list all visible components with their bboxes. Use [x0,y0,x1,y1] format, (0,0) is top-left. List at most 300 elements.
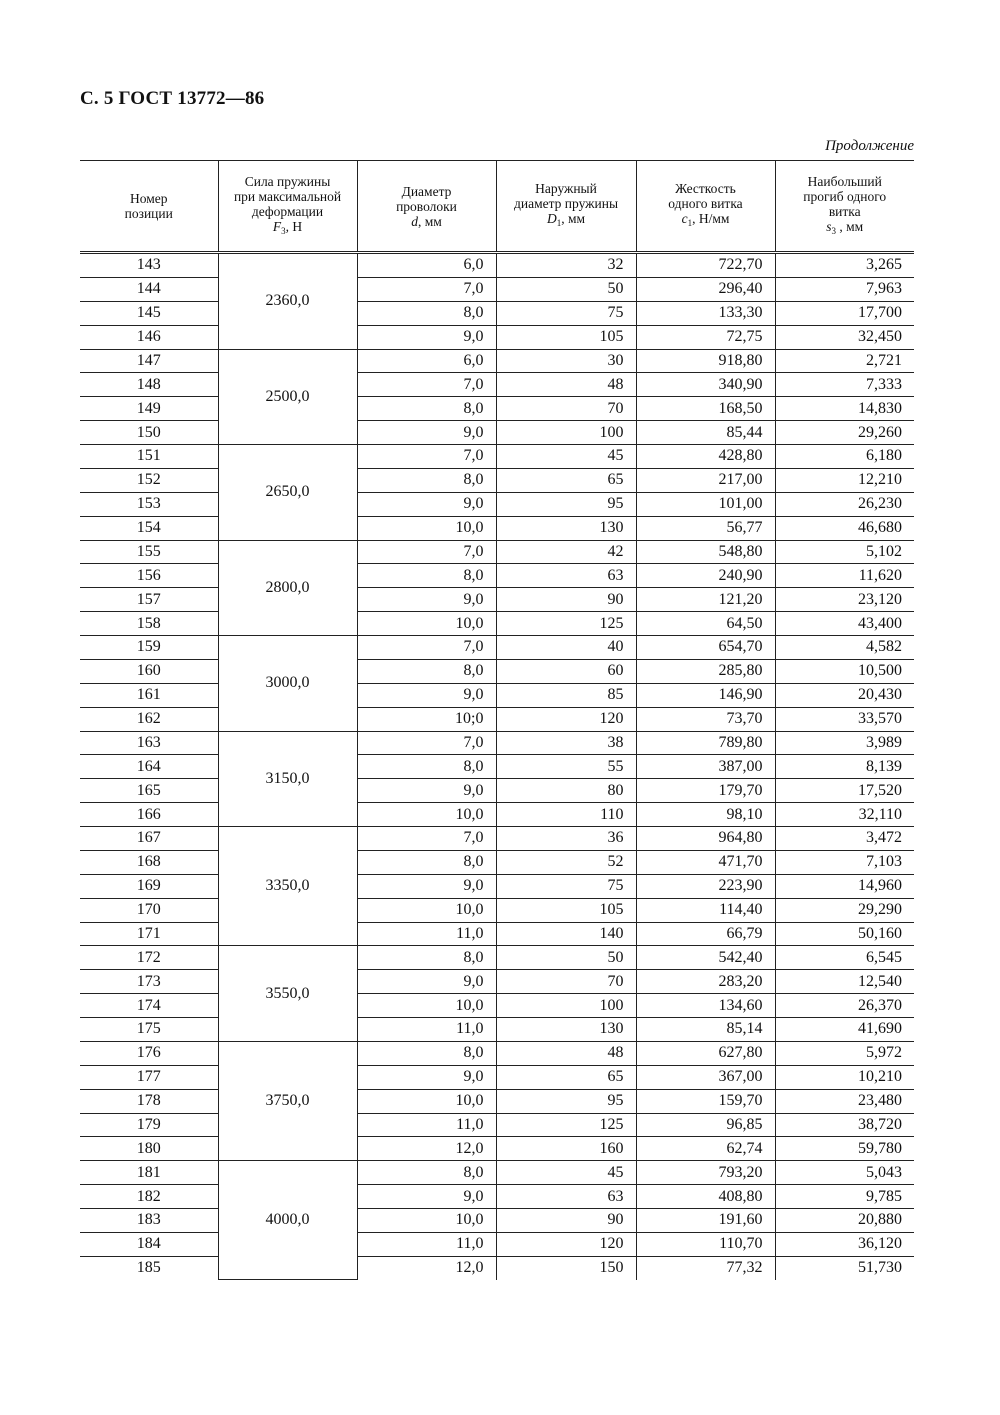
cell-position: 152 [80,468,218,492]
table-row [80,468,914,492]
cell-outer-diameter: 65 [496,1065,636,1089]
table-row [80,683,914,707]
cell-position: 178 [80,1089,218,1113]
header-unit: , Н/мм [692,211,730,226]
header-line: Диаметр [401,183,452,199]
cell-force: 4000,0 [218,1161,357,1280]
cell-stiffness: 66,79 [636,922,775,946]
table-row [80,1256,914,1279]
table-row [80,827,914,851]
cell-max-deflection: 23,480 [775,1089,914,1113]
cell-wire-diameter: 9,0 [357,874,496,898]
cell-outer-diameter: 95 [496,1089,636,1113]
cell-position: 169 [80,874,218,898]
cell-stiffness: 340,90 [636,373,775,397]
cell-stiffness: 134,60 [636,994,775,1018]
cell-position: 153 [80,492,218,516]
cell-stiffness: 168,50 [636,397,775,421]
cell-outer-diameter: 125 [496,612,636,636]
cell-wire-diameter: 8,0 [357,659,496,683]
cell-wire-diameter: 10,0 [357,803,496,827]
col-header-outer-diameter [496,161,636,253]
cell-position: 145 [80,301,218,325]
cell-position: 158 [80,612,218,636]
cell-wire-diameter: 9,0 [357,588,496,612]
cell-position: 179 [80,1113,218,1137]
cell-wire-diameter: 9,0 [357,1065,496,1089]
header-line: позиции [124,206,173,221]
cell-position: 175 [80,1018,218,1042]
cell-max-deflection: 6,180 [775,445,914,469]
cell-position: 165 [80,779,218,803]
header-line: одного витка [668,196,743,211]
cell-position: 162 [80,707,218,731]
cell-outer-diameter: 95 [496,492,636,516]
cell-wire-diameter: 8,0 [357,564,496,588]
cell-outer-diameter: 70 [496,397,636,421]
cell-stiffness: 471,70 [636,850,775,874]
cell-wire-diameter: 11,0 [357,1018,496,1042]
table-row [80,373,914,397]
cell-outer-diameter: 75 [496,874,636,898]
spring-data-table [80,160,914,1280]
cell-outer-diameter: 48 [496,373,636,397]
cell-max-deflection: 43,400 [775,612,914,636]
cell-stiffness: 408,80 [636,1185,775,1209]
cell-wire-diameter: 9,0 [357,683,496,707]
header-unit: , Н [285,218,303,234]
cell-stiffness: 217,00 [636,468,775,492]
table-row [80,588,914,612]
cell-position: 159 [80,636,218,660]
cell-wire-diameter: 8,0 [357,397,496,421]
cell-position: 163 [80,731,218,755]
cell-wire-diameter: 9,0 [357,325,496,349]
table-row [80,1137,914,1161]
cell-max-deflection: 10,500 [775,659,914,683]
cell-max-deflection: 12,540 [775,970,914,994]
table-row [80,946,914,970]
header-unit-line [223,219,353,239]
cell-position: 168 [80,850,218,874]
cell-max-deflection: 3,472 [775,827,914,851]
header-line: деформации [251,203,324,219]
cell-stiffness: 114,40 [636,898,775,922]
cell-max-deflection: 32,110 [775,803,914,827]
cell-wire-diameter: 11,0 [357,1113,496,1137]
cell-stiffness: 110,70 [636,1232,775,1256]
cell-outer-diameter: 140 [496,922,636,946]
cell-stiffness: 179,70 [636,779,775,803]
cell-outer-diameter: 38 [496,731,636,755]
cell-position: 151 [80,445,218,469]
cell-outer-diameter: 90 [496,1209,636,1233]
cell-position: 184 [80,1232,218,1256]
table-row [80,564,914,588]
header-line: при максимальной [233,188,342,204]
cell-stiffness: 191,60 [636,1209,775,1233]
cell-force: 3150,0 [218,731,357,827]
cell-wire-diameter: 8,0 [357,301,496,325]
cell-outer-diameter: 52 [496,850,636,874]
cell-force: 2650,0 [218,445,357,541]
cell-position: 181 [80,1161,218,1185]
cell-force: 3350,0 [218,827,357,946]
cell-wire-diameter: 11,0 [357,922,496,946]
cell-force: 3550,0 [218,946,357,1042]
cell-stiffness: 918,80 [636,349,775,373]
cell-position: 180 [80,1137,218,1161]
table-row [80,803,914,827]
cell-max-deflection: 5,043 [775,1161,914,1185]
table-row [80,1232,914,1256]
cell-stiffness: 542,40 [636,946,775,970]
table-body [80,253,914,1280]
cell-outer-diameter: 50 [496,277,636,301]
cell-position: 146 [80,325,218,349]
cell-outer-diameter: 85 [496,683,636,707]
table-row [80,850,914,874]
cell-position: 182 [80,1185,218,1209]
header-symbol: d [411,213,418,229]
table-row [80,1185,914,1209]
cell-outer-diameter: 120 [496,1232,636,1256]
table-row [80,994,914,1018]
cell-position: 147 [80,349,218,373]
cell-position: 155 [80,540,218,564]
table-row [80,277,914,301]
cell-wire-diameter: 8,0 [357,1041,496,1065]
cell-position: 166 [80,803,218,827]
cell-wire-diameter: 7,0 [357,445,496,469]
cell-wire-diameter: 12,0 [357,1256,496,1279]
cell-stiffness: 159,70 [636,1089,775,1113]
cell-outer-diameter: 45 [496,445,636,469]
header-unit-line [780,219,911,239]
cell-max-deflection: 59,780 [775,1137,914,1161]
cell-stiffness: 96,85 [636,1113,775,1137]
cell-max-deflection: 17,700 [775,301,914,325]
cell-outer-diameter: 100 [496,994,636,1018]
cell-outer-diameter: 50 [496,946,636,970]
cell-force: 3750,0 [218,1041,357,1160]
cell-outer-diameter: 105 [496,325,636,349]
cell-outer-diameter: 75 [496,301,636,325]
header-subscript: 3 [281,225,286,236]
col-header-wire-diameter [357,161,496,253]
cell-stiffness: 85,44 [636,421,775,445]
cell-position: 161 [80,683,218,707]
cell-outer-diameter: 42 [496,540,636,564]
cell-max-deflection: 38,720 [775,1113,914,1137]
cell-max-deflection: 8,139 [775,755,914,779]
cell-force: 2800,0 [218,540,357,636]
cell-outer-diameter: 70 [496,970,636,994]
cell-outer-diameter: 36 [496,827,636,851]
cell-outer-diameter: 63 [496,1185,636,1209]
cell-stiffness: 240,90 [636,564,775,588]
cell-max-deflection: 20,430 [775,683,914,707]
cell-stiffness: 223,90 [636,874,775,898]
table-row [80,349,914,373]
cell-max-deflection: 4,582 [775,636,914,660]
cell-max-deflection: 32,450 [775,325,914,349]
cell-stiffness: 789,80 [636,731,775,755]
cell-wire-diameter: 10;0 [357,707,496,731]
cell-max-deflection: 51,730 [775,1256,914,1279]
cell-position: 167 [80,827,218,851]
continuation-label: Продолжение [825,138,914,154]
cell-outer-diameter: 130 [496,516,636,540]
header-subscript: 3 [831,225,837,236]
cell-max-deflection: 29,290 [775,898,914,922]
header-unit: , мм [417,213,442,229]
cell-stiffness: 654,70 [636,636,775,660]
cell-wire-diameter: 7,0 [357,827,496,851]
cell-outer-diameter: 40 [496,636,636,660]
cell-position: 164 [80,755,218,779]
cell-wire-diameter: 9,0 [357,492,496,516]
cell-outer-diameter: 120 [496,707,636,731]
cell-stiffness: 793,20 [636,1161,775,1185]
table-row [80,1089,914,1113]
table-row [80,731,914,755]
cell-outer-diameter: 160 [496,1137,636,1161]
cell-outer-diameter: 32 [496,253,636,278]
table-row [80,397,914,421]
cell-outer-diameter: 45 [496,1161,636,1185]
cell-wire-diameter: 8,0 [357,468,496,492]
cell-position: 185 [136,1259,161,1277]
cell-wire-diameter: 8,0 [357,850,496,874]
table-row [80,540,914,564]
cell-max-deflection: 26,230 [775,492,914,516]
cell-stiffness: 133,30 [636,301,775,325]
header-line: Наибольший [807,173,882,189]
table-row [80,253,914,278]
table-row [80,707,914,731]
header-unit: , мм [561,211,586,226]
cell-position: 170 [80,898,218,922]
table-row [80,755,914,779]
cell-wire-diameter: 10,0 [357,1209,496,1233]
cell-max-deflection: 29,260 [775,421,914,445]
cell-position: 177 [80,1065,218,1089]
cell-stiffness: 73,70 [636,707,775,731]
cell-outer-diameter: 60 [496,659,636,683]
table-row [80,874,914,898]
cell-position: 143 [80,253,218,278]
cell-max-deflection: 14,960 [775,874,914,898]
table-row [80,922,914,946]
cell-stiffness: 283,20 [636,970,775,994]
cell-stiffness: 285,80 [636,659,775,683]
table-row [80,898,914,922]
cell-outer-diameter: 100 [496,421,636,445]
header-subscript: 1 [687,218,693,228]
cell-wire-diameter: 8,0 [357,946,496,970]
header-line: проволоки [396,198,457,214]
cell-max-deflection: 5,102 [775,540,914,564]
table-row [80,1161,914,1185]
cell-stiffness: 146,90 [636,683,775,707]
cell-stiffness: 387,00 [636,755,775,779]
cell-outer-diameter: 105 [496,898,636,922]
header-symbol: s [826,218,832,234]
cell-force: 2500,0 [218,349,357,445]
cell-wire-diameter: 7,0 [357,540,496,564]
page-header: С. 5 ГОСТ 13772—86 [80,88,265,109]
cell-stiffness: 428,80 [636,445,775,469]
table-row [80,1113,914,1137]
table-row [80,445,914,469]
cell-max-deflection: 7,963 [775,277,914,301]
cell-max-deflection: 12,210 [775,468,914,492]
cell-wire-diameter: 8,0 [357,755,496,779]
table-row [80,325,914,349]
cell-max-deflection: 50,160 [775,922,914,946]
cell-outer-diameter: 55 [496,755,636,779]
cell-max-deflection: 6,545 [775,946,914,970]
cell-force: 3000,0 [218,636,357,732]
cell-max-deflection: 7,103 [775,850,914,874]
cell-position: 149 [80,397,218,421]
cell-stiffness: 722,70 [636,253,775,278]
cell-stiffness: 296,40 [636,277,775,301]
header-symbol: c [681,211,688,226]
cell-max-deflection: 46,680 [775,516,914,540]
header-subscript: 1 [556,218,562,228]
table-row [80,1018,914,1042]
cell-stiffness: 72,75 [636,325,775,349]
header-symbol: F [272,218,282,234]
cell-max-deflection: 3,989 [775,731,914,755]
cell-stiffness: 56,77 [636,516,775,540]
cell-max-deflection: 2,721 [775,349,914,373]
header-line: прогиб одного [803,188,887,204]
cell-position: 172 [80,946,218,970]
header-line: Жесткость [675,181,736,196]
cell-stiffness: 64,50 [636,612,775,636]
table-row [80,970,914,994]
col-header-position [80,161,218,253]
cell-stiffness: 101,00 [636,492,775,516]
table-row [80,1209,914,1233]
col-header-force [218,161,357,253]
cell-stiffness: 367,00 [636,1065,775,1089]
cell-wire-diameter: 10,0 [357,898,496,922]
col-header-stiffness [636,161,775,253]
cell-outer-diameter: 65 [496,468,636,492]
cell-max-deflection: 5,972 [775,1041,914,1065]
cell-position: 154 [80,516,218,540]
cell-wire-diameter: 9,0 [357,421,496,445]
cell-wire-diameter: 7,0 [357,731,496,755]
cell-max-deflection: 23,120 [775,588,914,612]
cell-position: 150 [80,421,218,445]
cell-outer-diameter: 150 [496,1256,636,1279]
cell-wire-diameter: 7,0 [357,373,496,397]
cell-outer-diameter: 130 [496,1018,636,1042]
table-row [80,421,914,445]
cell-position: 176 [80,1041,218,1065]
cell-position: 174 [80,994,218,1018]
cell-wire-diameter: 9,0 [357,1185,496,1209]
cell-max-deflection: 10,210 [775,1065,914,1089]
table-row [80,1065,914,1089]
cell-wire-diameter: 10,0 [357,612,496,636]
cell-position: 173 [80,970,218,994]
header-line: витка [828,203,861,219]
table-row [80,492,914,516]
table-row [80,779,914,803]
cell-force: 2360,0 [218,253,357,350]
header-unit-line [501,211,632,231]
cell-max-deflection: 17,520 [775,779,914,803]
cell-position: 160 [80,659,218,683]
cell-outer-diameter: 48 [496,1041,636,1065]
cell-max-deflection: 3,265 [775,253,914,278]
cell-max-deflection: 7,333 [775,373,914,397]
cell-wire-diameter: 8,0 [357,1161,496,1185]
cell-max-deflection: 14,830 [775,397,914,421]
cell-wire-diameter: 7,0 [357,277,496,301]
cell-wire-diameter: 11,0 [357,1232,496,1256]
cell-outer-diameter: 90 [496,588,636,612]
header-symbol: D [546,211,557,226]
cell-max-deflection: 26,370 [775,994,914,1018]
cell-position: 171 [80,922,218,946]
table-row [80,636,914,660]
table-row [80,301,914,325]
cell-max-deflection: 33,570 [775,707,914,731]
cell-max-deflection: 41,690 [775,1018,914,1042]
cell-stiffness: 627,80 [636,1041,775,1065]
cell-stiffness: 98,10 [636,803,775,827]
header-line: Сила пружины [244,173,331,189]
cell-position: 144 [80,277,218,301]
cell-max-deflection: 11,620 [775,564,914,588]
table-row [80,1041,914,1065]
cell-wire-diameter: 10,0 [357,994,496,1018]
cell-outer-diameter: 110 [496,803,636,827]
cell-position: 156 [80,564,218,588]
cell-wire-diameter: 7,0 [357,636,496,660]
cell-max-deflection: 9,785 [775,1185,914,1209]
cell-stiffness: 121,20 [636,588,775,612]
cell-stiffness: 548,80 [636,540,775,564]
cell-stiffness: 77,32 [636,1256,775,1279]
cell-outer-diameter: 80 [496,779,636,803]
header-line: Наружный [535,181,597,196]
cell-position: 148 [80,373,218,397]
cell-max-deflection: 36,120 [775,1232,914,1256]
cell-stiffness: 964,80 [636,827,775,851]
cell-wire-diameter: 6,0 [357,349,496,373]
cell-stiffness: 62,74 [636,1137,775,1161]
table-row [80,516,914,540]
cell-wire-diameter: 9,0 [357,970,496,994]
cell-wire-diameter: 10,0 [357,516,496,540]
header-line: диаметр пружины [513,196,619,211]
cell-position: 157 [80,588,218,612]
col-header-max-deflection [775,161,914,253]
header-line: Номер [129,191,168,206]
cell-wire-diameter: 10,0 [357,1089,496,1113]
cell-outer-diameter: 63 [496,564,636,588]
cell-outer-diameter: 125 [496,1113,636,1137]
header-unit-line [362,214,492,229]
